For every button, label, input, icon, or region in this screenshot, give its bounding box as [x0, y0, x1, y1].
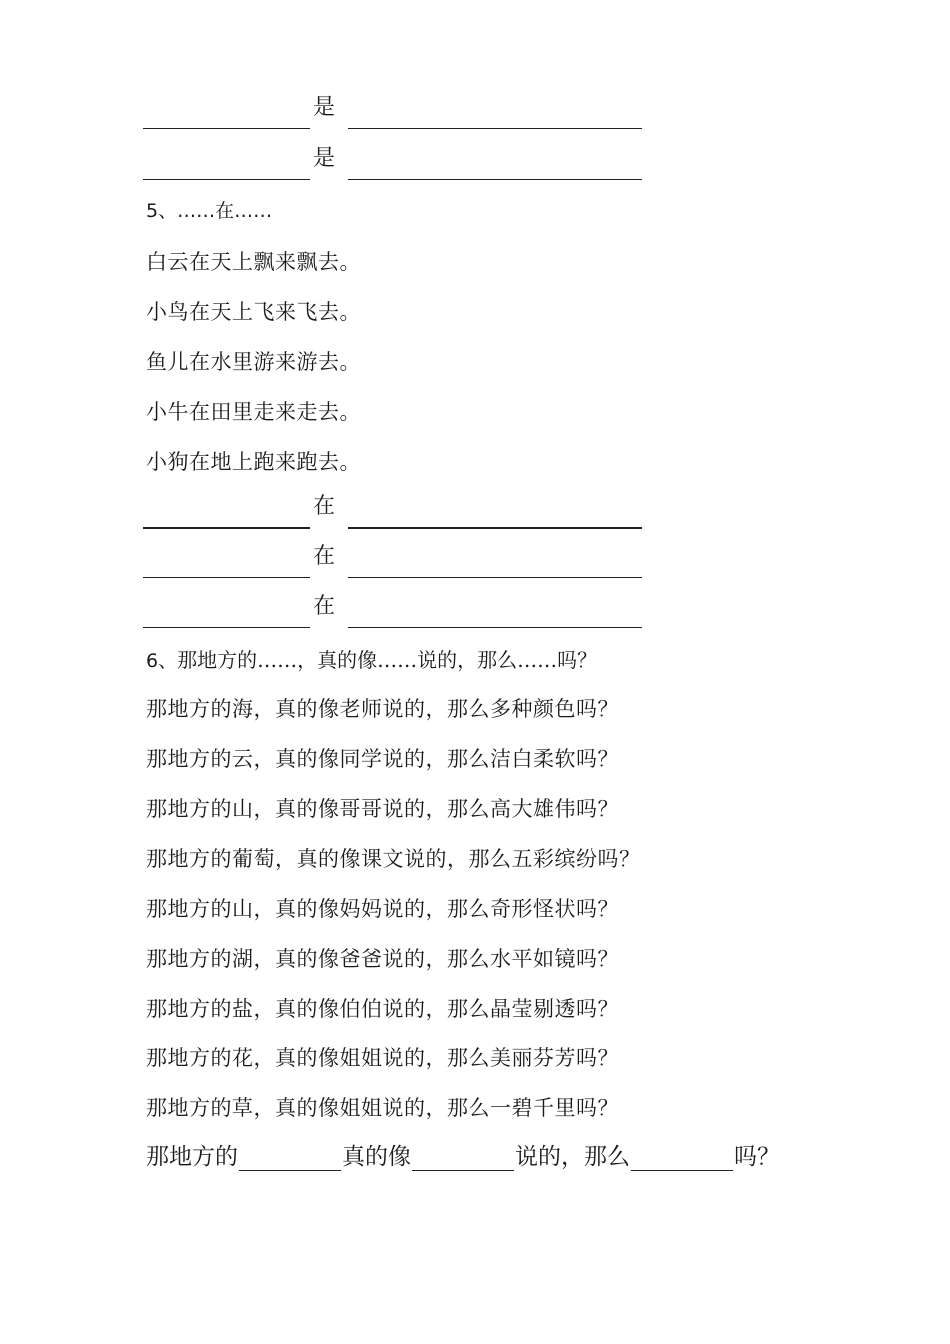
section6-pattern: 那地方的……，真的像……说的，那么……吗？	[177, 648, 598, 672]
blank-predicate[interactable]	[348, 587, 642, 628]
section6-example: 那地方的花，真的像姐姐说的，那么美丽芬芳吗？	[146, 1046, 619, 1070]
connector-word: 在	[312, 594, 335, 619]
blank-description[interactable]	[631, 1140, 733, 1171]
section5-heading	[146, 196, 272, 223]
section5-example: 小狗在地上跑来跑去。	[146, 450, 361, 474]
section5-pattern: ……在……	[177, 200, 273, 222]
section6-example: 那地方的海，真的像老师说的，那么多种颜色吗？	[146, 697, 619, 721]
section5-number: 5、	[146, 200, 178, 222]
blank-predicate[interactable]	[348, 88, 642, 129]
connector-word: 在	[312, 494, 335, 519]
section6-example: 那地方的葡萄，真的像课文说的，那么五彩缤纷吗？	[146, 847, 641, 871]
connector-word: 在	[312, 544, 335, 569]
section6-example: 那地方的草，真的像姐姐说的，那么一碧千里吗？	[146, 1096, 619, 1120]
section6-fill-sentence	[146, 1138, 780, 1171]
blank-subject[interactable]	[143, 487, 310, 529]
section5-example: 白云在天上飘来飘去。	[146, 250, 361, 274]
section6-example: 那地方的云，真的像同学说的，那么洁白柔软吗？	[146, 747, 619, 771]
connector-word: 是	[312, 146, 335, 171]
connector-word: 是	[312, 95, 335, 120]
section6-heading	[146, 644, 597, 673]
blank-subject[interactable]	[143, 88, 310, 129]
fill-text-part1: 那地方的	[146, 1144, 238, 1170]
section6-number: 6、	[146, 650, 178, 672]
blank-subject[interactable]	[143, 537, 310, 578]
section6-example: 那地方的山，真的像妈妈说的，那么奇形怪状吗？	[146, 897, 619, 921]
blank-subject[interactable]	[143, 139, 310, 180]
section6-example: 那地方的盐，真的像伯伯说的，那么晶莹剔透吗？	[146, 997, 619, 1021]
fill-text-part3: 说的，那么	[515, 1144, 630, 1170]
blank-person[interactable]	[412, 1140, 514, 1171]
blank-predicate[interactable]	[348, 139, 642, 180]
section6-example: 那地方的山，真的像哥哥说的，那么高大雄伟吗？	[146, 797, 619, 821]
fill-text-part2: 真的像	[342, 1144, 411, 1170]
blank-predicate[interactable]	[348, 537, 642, 578]
blank-place-thing[interactable]	[239, 1140, 341, 1171]
section5-example: 小牛在田里走来走去。	[146, 400, 361, 424]
blank-predicate[interactable]	[348, 487, 642, 529]
blank-subject[interactable]	[143, 587, 310, 628]
fill-text-part4: 吗？	[734, 1144, 780, 1170]
section5-example: 鱼儿在水里游来游去。	[146, 350, 361, 374]
section6-example: 那地方的湖，真的像爸爸说的，那么水平如镜吗？	[146, 947, 619, 971]
section5-example: 小鸟在天上飞来飞去。	[146, 300, 361, 324]
